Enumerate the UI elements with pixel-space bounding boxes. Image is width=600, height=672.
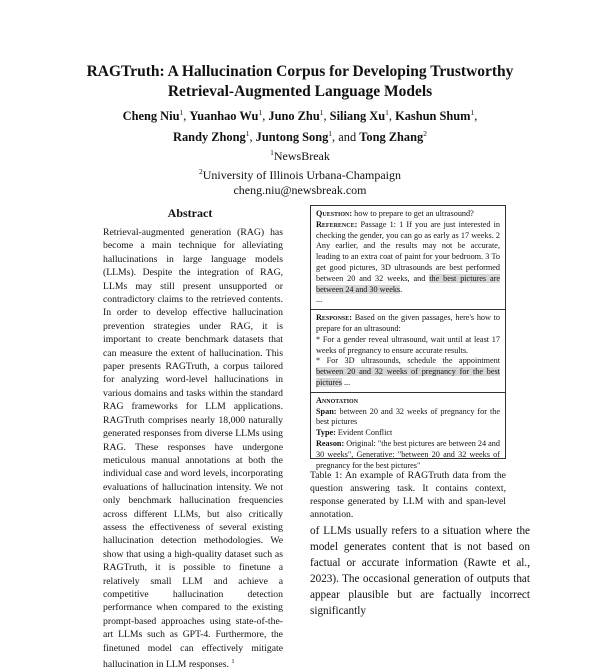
paper-title (40, 62, 560, 102)
divider (311, 392, 505, 393)
response-bullet-2-post: ... (343, 377, 351, 387)
author-sup: 2 (423, 129, 427, 139)
response-bullet-1: * For a gender reveal ultrasound, wait until at least 17 weeks of pregnancy to ensure accurate results. (316, 334, 500, 355)
footnote-mark[interactable]: 1 (231, 658, 235, 665)
affiliation-name: University of Illinois Urbana-Champaign (202, 168, 402, 182)
author-name: Juno Zhu (268, 109, 320, 124)
author-line-2: Randy Zhong$^1$, Juntong Song$^1$, and Tong Zhang$^2$ (173, 129, 427, 145)
author-name: Yuanhao Wu (189, 109, 259, 124)
type-text: Evident Conflict (337, 428, 393, 438)
author-name: Juntong Song (255, 130, 329, 145)
affiliation-sup: 1 (270, 148, 274, 157)
author-email[interactable]: cheng.niu@newsbreak.com (233, 183, 367, 197)
intro-text: of LLMs usually refers to a situation where the model generates content that is not based on factual or accurate information (Rawte et al., 2023). The occasional generation of outputs that appear plausible but are factually incorrect significantly (310, 525, 530, 617)
response-block (316, 313, 500, 335)
author-sup: 1 (245, 129, 250, 139)
reason-text: Original: "the best pictures are between 24 and 30 weeks", Generative: "between 20 and 32 weeks of pregnancy for the best pictures" (316, 438, 500, 470)
and-word: and (338, 130, 357, 145)
affiliation-1 (40, 145, 560, 164)
response-text: Based on the given passages, here's how to prepare for an ultrasound: (316, 313, 500, 333)
span-text: between 20 and 32 weeks of pregnancy for the best pictures (316, 406, 500, 427)
reference-ellipsis: ... (316, 295, 323, 305)
response-label: Response: (316, 313, 352, 323)
type-label: Type: (316, 428, 336, 438)
reference-text: Passage 1: 1 If you are just interested in checking the gender, you can go as early as 17 weeks. 2 Any earlier, and the results may not be accurate, leading to an extra coat of paint for your bedroom. 3 To get good pictures, 3D ultrasounds are best performed between 20 and 32 weeks, and (316, 219, 500, 283)
reason-label: Reason: (316, 438, 345, 448)
author-name: Cheng Niu (122, 109, 180, 124)
author-sup: 1 (258, 108, 263, 117)
response-highlight: between 20 and 32 weeks of pregnancy for the best pictures (316, 367, 500, 387)
author-name: Kashun Shum (395, 109, 471, 124)
author-line-1: Cheng Niu$^1$, Yuanhao Wu$^1$, Juno Zhu$^1$, Siliang Xu$^1$, Kashun Shum$^1$, (122, 108, 478, 124)
divider (311, 309, 505, 310)
title-line-1: RAGTruth: A Hallucination Corpus for Developing Trustworthy (86, 63, 514, 80)
reference-end: . (400, 284, 403, 294)
reference-label: Reference: (316, 219, 358, 229)
affiliation-2 (40, 164, 560, 183)
title-line-2: Retrieval-Augmented Language Models (167, 83, 433, 100)
abstract-heading: Abstract (167, 206, 213, 220)
reference-highlight: the best pictures are between 24 and 30 weeks (316, 273, 500, 294)
author-name: Randy Zhong (173, 130, 246, 145)
example-figure (310, 205, 506, 470)
table-caption: Table 1: An example of RAGTruth data from the question answering task. It contains context, response generated by LLM with and span-level annotation. (310, 470, 506, 520)
reason-row (316, 439, 500, 471)
type-row (316, 428, 500, 439)
author-sup: 1 (470, 108, 475, 117)
author-name: Tong Zhang (359, 130, 424, 145)
question-label: Question: (316, 209, 353, 218)
question-text: how to prepare to get an ultrasound? (354, 209, 474, 218)
reference-block (316, 220, 500, 296)
span-row (316, 407, 500, 429)
span-label: Span: (316, 406, 337, 416)
author-list (40, 104, 560, 146)
author-sup: 1 (328, 129, 333, 139)
abstract-text: Retrieval-augmented generation (RAG) has become a main technique for alleviating hallucinations in large language models (LLMs). Despite the integration of RAG, LLMs may still present unsupported or contradictory claims to the retrieved contents. In order to develop effective hallucination prevention strategies under RAG, it is important to create benchmark datasets that can measure the extent of hallucination. This paper presents RAGTruth, a corpus tailored for analyzing word-level hallucinations in various domains and tasks within the standard RAG frameworks for LLM applications. RAGTruth comprises nearly 18,000 naturally generated responses from diverse LLMs using RAG. These responses have undergone meticulous manual annotations at both the individual case and word levels, incorporating evaluations of hallucination intensity. We not only benchmark hallucination frequencies across different LLMs, but also critically assess the effectiveness of several existing hallucination detection methodologies. We show that using a high-quality dataset such as RAGTruth, it is possible to finetune a relatively small LLM and achieve a competitive hallucination detection performance when compared to the existing prompt-based approaches using state-of-the-art LLMs such as GPT-4. Furthermore, the finetuned model can effectively mitigate hallucination in LLM responses. (103, 227, 283, 671)
affiliation-name: NewsBreak (273, 149, 330, 163)
annotation-label: Annotation (316, 395, 359, 405)
response-bullet-2 (316, 356, 500, 388)
response-bullet-2-pre: * For 3D ultrasounds, schedule the appointment (316, 356, 500, 366)
author-name: Siliang Xu (329, 109, 386, 124)
author-sup: 1 (319, 108, 324, 117)
author-sup: 1 (179, 108, 184, 117)
question-block (316, 209, 500, 220)
author-sup: 1 (385, 108, 389, 117)
abstract-body (103, 226, 283, 672)
affiliation-sup: 2 (198, 167, 203, 176)
affiliations (40, 145, 560, 198)
